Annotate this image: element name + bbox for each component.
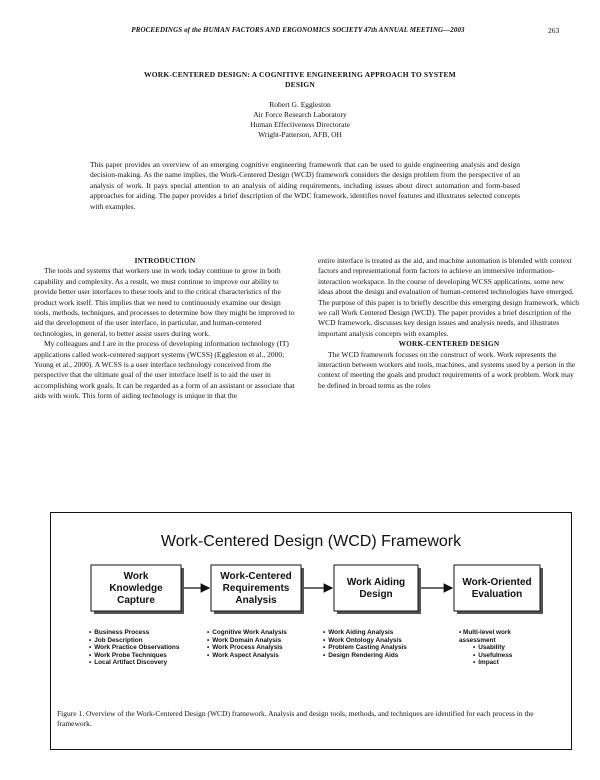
right-paragraph-1: entire interface is treated as the aid, and machine automation is blended with context factors and representational form factors to achieve an immersive information-interaction workspace. In the course of developing WCSS applications, some new ideas about the design and evaluation of human-centered technologies have emerged. The purpose of this paper is to briefly describe this emerging design framework, which we call Work Centered Design (WCD). The paper provides a brief description of the WCD framework, discusses key design issues and analysis needs, and illustrates important analysis concepts with examples.	[318, 256, 580, 338]
process-box-4	[454, 565, 540, 611]
left-column	[34, 256, 296, 402]
list-item: • Usability	[473, 644, 549, 652]
box-4-line-1: Work-Oriented	[462, 577, 532, 588]
right-column	[318, 256, 580, 391]
list-item: • Job Description	[89, 637, 205, 645]
page-number: 263	[548, 26, 560, 35]
list-item: • Impact	[473, 659, 549, 667]
list-item: • Local Artifact Discovery	[89, 659, 205, 667]
affiliation-2: Human Effectiveness Directorate	[250, 120, 350, 129]
box-1-line-2: Knowledge	[109, 583, 163, 594]
list-item: • Work Aspect Analysis	[207, 652, 317, 660]
intro-paragraph-1: The tools and systems that workers use in work today continue to grow in both capability and complexity. As a result, we must continue to improve our ability to provide better user interfaces to these tools and to the critical characteristics of the product work itself. This implies that we need to continuously examine our design tools, methods, techniques, and processes to determine how they might be improved to aid the development of the user interface, in particular, and human-centered technologies, in general, to better assist users during work.	[34, 266, 295, 338]
list-item: • Business Process	[89, 629, 205, 637]
list-item: • Work Process Analysis	[207, 644, 317, 652]
figure-1	[50, 512, 572, 750]
author-block	[150, 100, 450, 140]
box-4-line-2: Evaluation	[471, 589, 523, 600]
list-item: • Work Aiding Analysis	[323, 629, 433, 637]
box-2-line-3: Analysis	[235, 595, 277, 606]
list-item: • Usefulness	[473, 652, 549, 660]
intro-paragraph-2: My colleagues and I are in the process of developing information technology (IT) applications called work-centered support systems (WCSS) (Eggleston et al., 2000; Young et al., 2000). A WCSS is a user interface technology conceived from the perspective that the ultimate goal of the user interface itself is to aid the user in accomplishing work goals. It can be regarded as a form of an assistant or associate that aids with work. This form of aiding technology is unique in that the	[34, 339, 295, 401]
running-head: PROCEEDINGS of the HUMAN FACTORS AND ERGONOMICS SOCIETY 47th ANNUAL MEETING—2003	[131, 26, 465, 34]
box-1-line-1: Work	[123, 571, 149, 582]
list-aiding-design	[323, 629, 433, 659]
list-item: • Problem Casting Analysis	[323, 644, 433, 652]
evaluation-intro: • Multi-level work assessment	[459, 629, 511, 644]
title-line-1: WORK-CENTERED DESIGN: A COGNITIVE ENGINEERING APPROACH TO SYSTEM	[144, 70, 456, 79]
list-evaluation	[459, 629, 549, 667]
affiliation-1: Air Force Research Laboratory	[253, 110, 347, 119]
title-line-2: DESIGN	[285, 80, 315, 89]
list-knowledge-capture	[89, 629, 205, 667]
abstract: This paper provides an overview of an emerging cognitive engineering framework that can be used to guide engineering analysis and design decision-making. As the name implies, the Work-Centered Design (WCD) framework considers the design problem from the perspective of an analysis of work. It pays special attention to an analysis of aiding requirements, including issues about direct automation and form-based approaches for aiding. The paper provides a brief description of the WDC framework, identifies novel features and illustrates selected concepts with examples.	[90, 160, 520, 211]
framework-diagram	[81, 559, 551, 619]
box-2-line-1: Work-Centered	[220, 571, 292, 582]
box-1-line-3: Capture	[117, 595, 155, 606]
wcd-paragraph-1: The WCD framework focuses on the construct of work. Work represents the interaction between workers and tools, machines, and systems used by a person in the context of meeting the goals and product requirements of a work problem. Work may be defined in broad terms as the roles	[318, 349, 576, 390]
intro-heading: INTRODUCTION	[134, 256, 196, 265]
list-item: • Design Rendering Aids	[323, 652, 433, 660]
list-item: • Work Domain Analysis	[207, 637, 317, 645]
box-2-line-2: Requirements	[222, 583, 290, 594]
list-item: • Work Probe Techniques	[89, 652, 205, 660]
figure-caption: Figure 1. Overview of the Work-Centered Design (WCD) framework. Analysis and design tools, methods, and techniques are identified for each process in the framework.	[57, 709, 534, 728]
paper-title	[90, 70, 510, 90]
process-box-3	[334, 565, 418, 611]
affiliation-3: Wright-Patterson, AFB, OH	[258, 130, 342, 139]
wcd-heading: WORK-CENTERED DESIGN	[398, 339, 500, 349]
list-requirements-analysis	[207, 629, 317, 659]
box-3-line-2: Design	[359, 589, 393, 600]
list-item: • Cognitive Work Analysis	[207, 629, 317, 637]
author-name: Robert G. Eggleston	[269, 100, 331, 109]
figure-title: Work-Centered Design (WCD) Framework	[160, 533, 462, 550]
list-item: • Work Ontology Analysis	[323, 637, 433, 645]
list-item: • Work Practice Observations	[89, 644, 205, 652]
box-3-line-1: Work Aiding	[346, 577, 406, 588]
